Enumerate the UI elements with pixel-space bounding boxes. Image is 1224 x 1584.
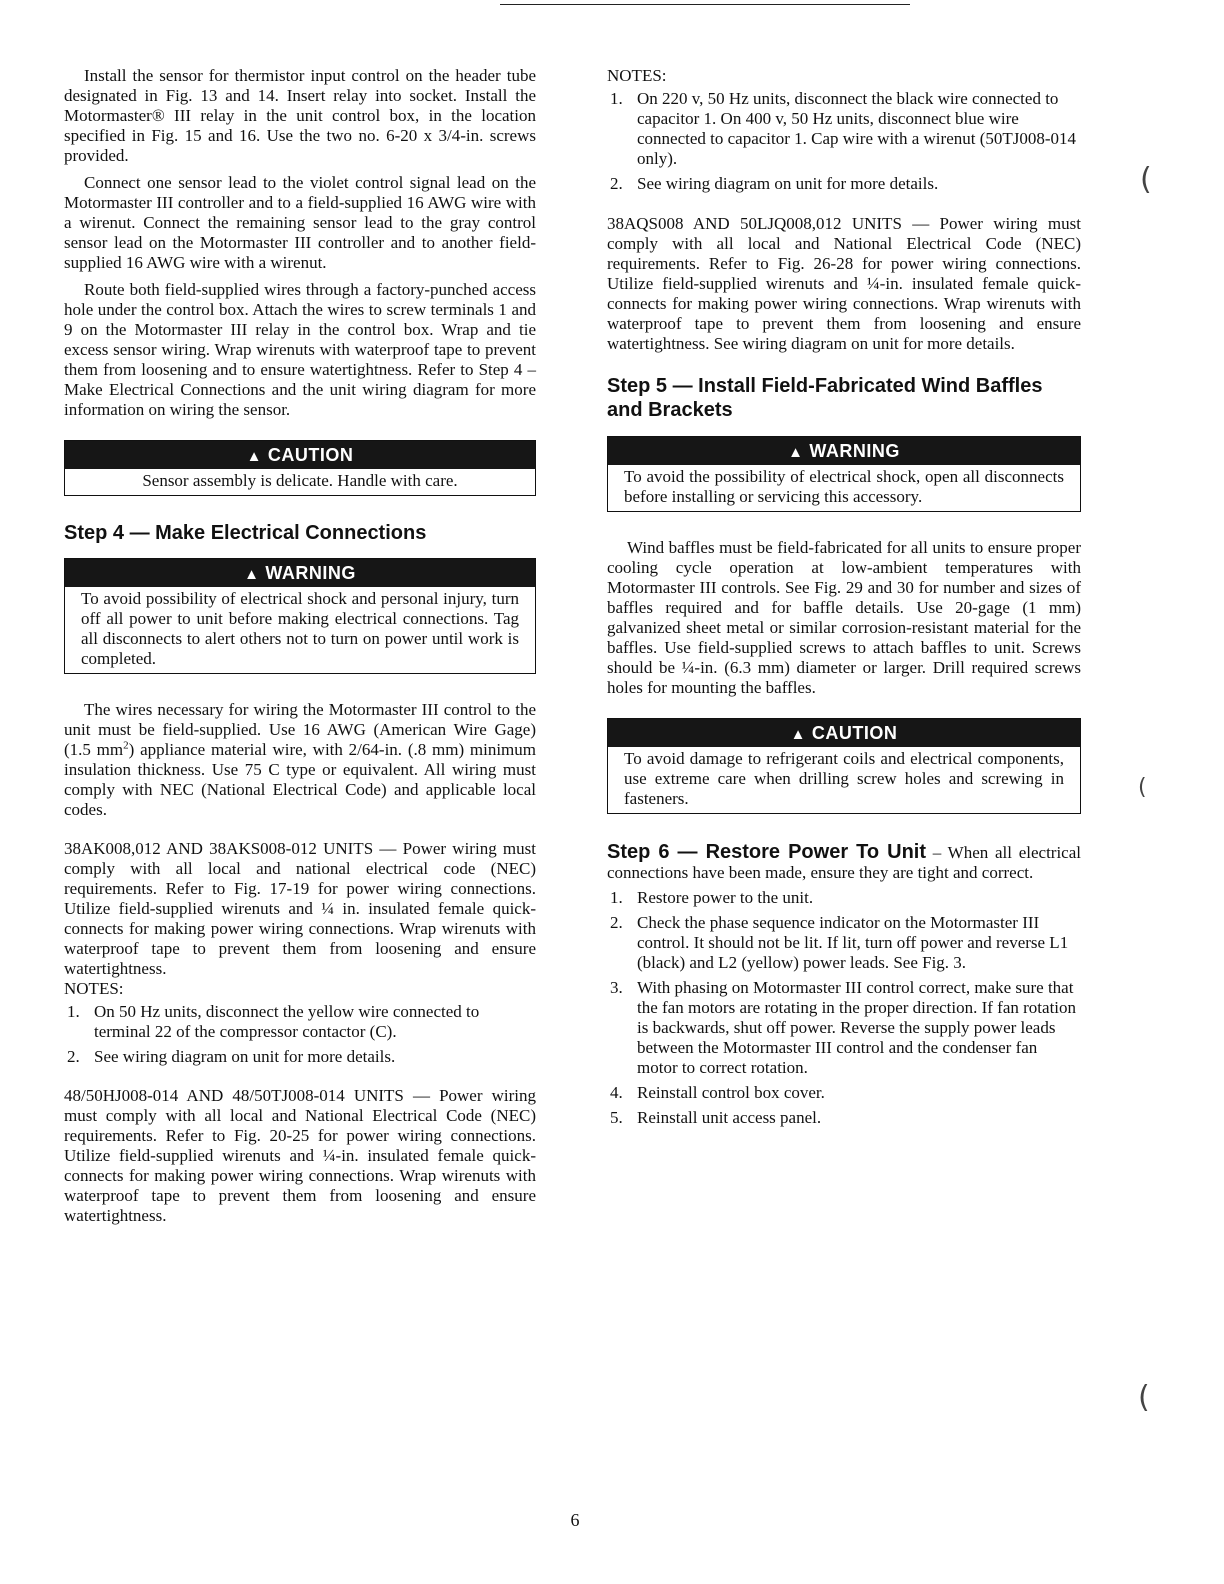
list-item: 1. On 220 v, 50 Hz units, disconnect the black wire connected to capacitor 1. On 400 v, 50 Hz units, disconnect blue wire connected to capacitor 1. Cap wire with a wirenut (50TJ008-014 only). [610, 89, 1077, 168]
list-item: 4. Reinstall control box cover. [610, 1083, 825, 1102]
top-rule [500, 4, 910, 5]
notes-title-right: NOTES: [607, 66, 667, 85]
left-column [64, 66, 536, 1226]
caution-bar [608, 719, 1080, 747]
warning-text: To avoid the possibility of electrical shock, open all disconnects before installing or servicing this accessory. [624, 467, 1064, 506]
list-item: 1. Restore power to the unit. [610, 888, 814, 907]
step6-heading: Step 6 — Restore Power To Unit [607, 841, 927, 863]
page-number: 6 [570, 1510, 580, 1530]
list-item: 5. Reinstall unit access panel. [610, 1108, 822, 1127]
list-item: 2. Check the phase sequence indicator on the Motormaster III control. It should not be lit. If lit, turn off power and reverse L1 (black) and L2 (yellow) power leads. See Fig. 3. [610, 913, 1069, 972]
binder-hole-mark: ( [1138, 1380, 1150, 1415]
caution-title: CAUTION [811, 723, 898, 743]
notes-list-right [607, 89, 1081, 194]
warning-box-electrical [64, 558, 536, 674]
paragraph-step6: Step 6 — Restore Power To Unit – When all electrical connections have been made, ensure they are tight and correct. [607, 841, 1081, 882]
caution-box-drilling [607, 718, 1081, 814]
warning-title: WARNING [265, 563, 356, 583]
warning-triangle-icon: ▲ [790, 726, 806, 743]
step5-heading: Step 5 — Install Field-Fabricated Wind Baffles and Brackets [607, 375, 1043, 421]
paragraph-wind-baffles: Wind baffles must be field-fabricated for all units to ensure proper cooling cycle operation at low-ambient temperatures with Motormaster III controls. See Fig. 29 and 30 for number and sizes of baffles required and for baffle details. Use 20-gage (1 mm) galvanized sheet metal or similar corrosion-resistant material for the baffles. Use field-supplied screws to attach baffles to unit. Screws should be ¼-in. (6.3 mm) diameter or larger. Drill required screws holes for mounting the baffles. [607, 538, 1081, 697]
paragraph-sensor-leads: Connect one sensor lead to the violet control signal lead on the Motormaster III controller and to a field-supplied 16 AWG wire with a wirenut. Connect the remaining sensor lead to the gray control sensor lead on the Motormaster III controller and to another field-supplied 16 AWG wire with a wirenut. [64, 173, 536, 272]
right-column [607, 66, 1081, 1133]
paragraph-route-wires: Route both field-supplied wires through a factory-punched access hole under the control box. Attach the wires to screw terminals 1 and 9 on the Motormaster III relay in the control box. Wrap and tie excess sensor wiring. Wrap wirenuts with waterproof tape to prevent them from loosening and to ensure watertightness. Refer to Step 4 – Make Electrical Connections and the unit wiring diagram for more information on wiring the sensor. [64, 280, 536, 419]
list-item: 3. With phasing on Motormaster III control correct, make sure that the fan motors are rotating in the proper direction. If fan rotation is backwards, shut off power. Reverse the supply power leads between the Motormaster III control and the condenser fan motor to correct rotation. [610, 978, 1077, 1077]
list-item: 2. See wiring diagram on unit for more details. [67, 1047, 396, 1066]
caution-title: CAUTION [267, 445, 354, 465]
paragraph-38aqs-units: 38AQS008 AND 50LJQ008,012 UNITS — Power wiring must comply with all local and National Electrical Code (NEC) requirements. Refer to Fig. 26-28 for power wiring connections. Utilize field-supplied wirenuts and ¼-in. insulated female quick-connects for making power wiring connections. Wrap wirenuts with waterproof tape to prevent them from loosening and ensure watertightness. See wiring diagram on unit for more details. [607, 214, 1081, 353]
caution-bar [65, 441, 535, 469]
steps-list [607, 888, 1081, 1128]
warning-text: To avoid possibility of electrical shock and personal injury, turn off all power to unit before making electrical connections. Tag all disconnects to alert others not to turn on power until work is completed. [81, 589, 519, 668]
caution-text: Sensor assembly is delicate. Handle with care. [142, 471, 458, 490]
paragraph-wire-spec: The wires necessary for wiring the Motormaster III control to the unit must be field-supplied. Use 16 AWG (American Wire Gage) (1.5 $mm^2$) appliance material wire, with 2/64-in. (.8 mm) minimum insulation thickness. Use 75 C type or equivalent. All wiring must comply with NEC (National Electrical Code) and applicable local codes. [64, 700, 536, 819]
caution-text: To avoid damage to refrigerant coils and electrical components, use extreme care when drilling screw holes and screwing in fasteners. [624, 749, 1064, 808]
binder-hole-mark: ( [1140, 162, 1152, 197]
warning-triangle-icon: ▲ [788, 444, 804, 461]
warning-triangle-icon: ▲ [246, 448, 262, 465]
warning-bar [65, 559, 535, 587]
paragraph-38ak-units: 38AK008,012 AND 38AKS008-012 UNITS — Power wiring must comply with all local and national electrical code (NEC) requirements. Refer to Fig. 17-19 for power wiring connections. Utilize field-supplied wirenuts and ¼ in. insulated female quick-connects for making power wiring connections. Wrap wirenuts with waterproof tape to prevent them from loosening and ensure watertightness. [64, 839, 536, 978]
list-item: 2. See wiring diagram on unit for more details. [610, 174, 939, 193]
paragraph-sensor-install: Install the sensor for thermistor input control on the header tube designated in Fig. 13 and 14. Insert relay into socket. Install the Motormaster® III relay in the unit control box, in the location specified in Fig. 15 and 16. Use the two no. 6-20 x 3/4-in. screws provided. [64, 66, 536, 165]
notes-list-left [64, 1002, 536, 1067]
step4-heading: Step 4 — Make Electrical Connections [64, 522, 427, 544]
list-item: 1. On 50 Hz units, disconnect the yellow wire connected to terminal 22 of the compressor contactor (C). [67, 1002, 480, 1041]
paragraph-48-50-units: 48/50HJ008-014 AND 48/50TJ008-014 UNITS — Power wiring must comply with all local and National Electrical Code (NEC) requirements. Refer to Fig. 20-25 for power wiring connections. Utilize field-supplied wirenuts and ¼-in. insulated female quick-connects for making power wiring connections. Wrap wirenuts with waterproof tape to prevent them from loosening and ensure watertightness. [64, 1086, 536, 1225]
warning-box-disconnects [607, 436, 1081, 512]
notes-title-left: NOTES: [64, 979, 124, 998]
caution-box-sensor [64, 440, 536, 496]
warning-bar [608, 437, 1080, 465]
binder-hole-mark: ( [1138, 775, 1147, 800]
warning-triangle-icon: ▲ [244, 566, 260, 583]
warning-title: WARNING [809, 441, 900, 461]
